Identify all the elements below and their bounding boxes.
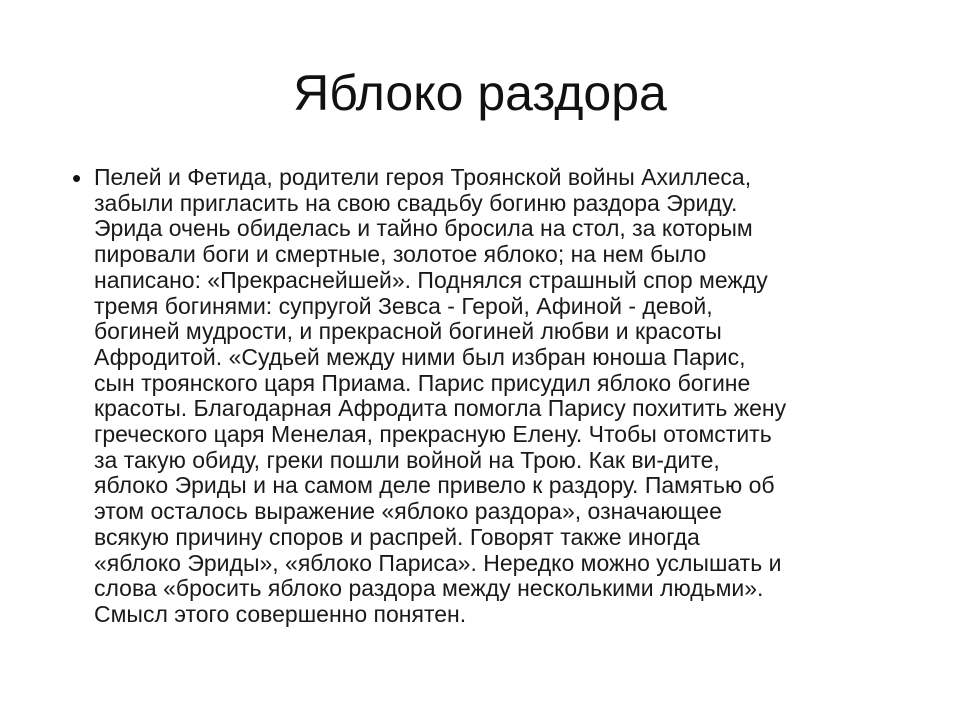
paragraph-line: сын троянского царя Приама. Парис присудил яблоко богине	[94, 369, 751, 396]
paragraph-line: Эрида очень обиделась и тайно бросила на стол, за которым	[94, 215, 753, 242]
paragraph-line: яблоко Эриды и на самом деле привело к раздору. Памятью об	[94, 472, 775, 499]
paragraph-line: тремя богинями: супругой Зевса - Герой, Афиной - девой,	[94, 292, 713, 319]
paragraph-line: красоты. Благодарная Афродита помогла Парису похитить жену	[94, 395, 787, 422]
paragraph-line: всякую причину споров и распрей. Говорят также иногда	[94, 523, 700, 550]
slide-title: Яблоко раздора	[293, 65, 667, 121]
paragraph-line: Пелей и Фетида, родители героя Троянской войны Ахиллеса,	[94, 164, 752, 190]
paragraph-line: пировали боги и смертные, золотое яблоко; на нем было	[94, 241, 707, 268]
paragraph-line: написано: «Прекраснейшей». Поднялся страшный спор между	[94, 266, 768, 293]
paragraph-line: этом осталось выражение «яблоко раздора», означающее	[94, 498, 722, 525]
paragraph-line: богиней мудрости, и прекрасной богиней любви и красоты	[94, 318, 722, 345]
paragraph-line: Смысл этого совершенно понятен.	[94, 600, 467, 627]
paragraph-line: забыли пригласить на свою свадьбу богиню раздора Эриду.	[94, 189, 738, 216]
paragraph-line: за такую обиду, греки пошли войной на Трою. Как ви-дите,	[94, 446, 720, 473]
paragraph-line: греческого царя Менелая, прекрасную Елену. Чтобы отомстить	[94, 421, 772, 448]
bullet-paragraph	[94, 165, 894, 628]
paragraph-line: слова «бросить яблоко раздора между несколькими людьми».	[94, 575, 764, 602]
bullet-marker: •	[72, 163, 82, 193]
paragraph-line: Афродитой. «Судьей между ними был избран юноша Парис,	[94, 343, 746, 370]
paragraph-line: «яблоко Эриды», «яблоко Париса». Нередко можно услышать и	[94, 549, 782, 576]
